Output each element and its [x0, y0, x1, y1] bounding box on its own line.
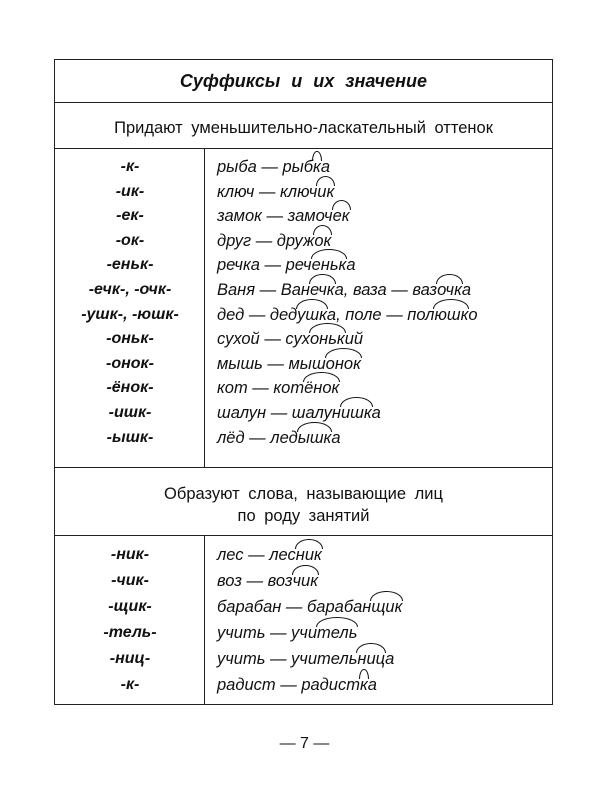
example-text: а: [371, 404, 381, 422]
section-heading-2-line1: Образуют слова, называющие лиц: [164, 485, 443, 503]
suffix-arc-mark: оньк: [309, 330, 345, 349]
suffix-example: [217, 546, 322, 565]
suffix-label: -ёнок-: [106, 379, 154, 397]
suffix-arc-mark: щик: [371, 598, 403, 616]
section-heading-2: [55, 483, 552, 527]
suffix-example: [217, 624, 357, 643]
suffix-example: [217, 207, 350, 226]
suffix-label: -еньк-: [106, 256, 154, 274]
suffix-label: -ик-: [115, 182, 145, 200]
suffix-arc-mark: ёнок: [304, 379, 340, 398]
suffix-label: -щик-: [108, 598, 152, 615]
section-heading-2-line2: по роду занятий: [237, 507, 370, 525]
suffix-label: -к-: [120, 158, 140, 175]
suffix-label: -ушк-, -юшк-: [81, 305, 179, 323]
suffix-example: [217, 330, 363, 349]
suffix-arc-mark: тель: [317, 624, 358, 642]
example-text: лес — лес: [217, 546, 296, 564]
table-title: Суффиксы и их значение: [179, 71, 428, 91]
suffix-example: [217, 281, 471, 300]
suffix-label: -чик-: [111, 572, 149, 589]
suffix-arc-mark: ниц: [357, 650, 386, 668]
example-text: дед — дед: [217, 305, 298, 324]
suffix-label: -тель-: [103, 624, 157, 641]
example-text: ий: [344, 330, 364, 349]
example-text: учить — учи: [217, 624, 318, 642]
suffix-label: -ишк-: [108, 404, 152, 421]
suffix-arc-mark: к: [359, 676, 368, 694]
suffix-arc-mark: к: [313, 158, 321, 176]
example-text: сухой — сух: [217, 330, 310, 349]
suffix-label: -ышк-: [106, 428, 154, 446]
example-text: а, поле — пол: [326, 305, 435, 324]
suffix-arc-mark: онок: [325, 354, 361, 373]
suffix-example: [217, 650, 394, 669]
example-text: Ваня — Ван: [217, 281, 311, 299]
example-text: кот — кот: [217, 379, 305, 398]
example-text: замок — замоч: [217, 207, 333, 226]
suffix-example: [217, 404, 381, 423]
example-text: лёд — лед: [217, 428, 298, 447]
suffix-arc-mark: ечк: [310, 281, 335, 299]
suffix-example: [217, 306, 478, 325]
example-text: радист — радист: [217, 676, 360, 694]
example-text: учить — учитель: [217, 650, 358, 668]
example-text: речка — реч: [217, 256, 312, 275]
suffix-example: [217, 158, 330, 177]
suffix-example: [217, 572, 318, 591]
suffix-label: -к-: [120, 676, 140, 693]
divider: [55, 148, 552, 149]
example-text: а: [385, 650, 395, 668]
example-text: а: [331, 428, 341, 447]
suffix-arc-mark: ок: [314, 231, 332, 250]
example-text: рыба — рыб: [217, 158, 314, 176]
suffix-example: [217, 355, 361, 374]
example-text: мышь — мыш: [217, 354, 326, 373]
divider: [55, 467, 552, 468]
suffix-arc-mark: ик: [317, 182, 335, 201]
example-text: а: [367, 676, 377, 694]
suffix-label: -ник-: [110, 546, 150, 563]
example-text: друг — друж: [217, 231, 315, 250]
suffix-arc-mark: юшк: [434, 305, 469, 324]
suffix-arc-mark: очк: [437, 281, 462, 299]
suffix-arc-mark: ушк: [297, 305, 327, 324]
example-text: ключ — ключ: [217, 182, 318, 201]
example-text: а, ваза — ваз: [334, 281, 438, 299]
suffix-example: [217, 232, 331, 251]
suffix-label: -ок-: [115, 231, 145, 249]
example-text: а: [346, 256, 356, 275]
example-text: воз — воз: [217, 572, 293, 590]
suffix-arc-mark: ишк: [340, 404, 372, 422]
suffix-arc-mark: еньк: [311, 256, 347, 275]
suffix-arc-mark: чик: [292, 572, 319, 590]
suffix-arc-mark: ышк: [297, 428, 332, 447]
suffix-example: [217, 598, 402, 617]
example-text: а: [320, 158, 331, 176]
suffix-example: [217, 183, 334, 202]
example-text: а: [461, 281, 472, 299]
example-text: шалун — шалун: [217, 404, 341, 422]
suffix-example: [217, 379, 339, 398]
section-heading-1: Придают уменьшительно-ласкательный оттенок: [114, 119, 493, 137]
example-text: барабан — барабан: [217, 598, 372, 616]
example-text: о: [468, 305, 478, 324]
divider: [55, 102, 552, 103]
suffix-label: -онок-: [106, 354, 154, 372]
divider: [55, 535, 552, 536]
suffix-example: [217, 429, 341, 448]
suffix-table: [54, 59, 553, 705]
suffix-label: -ниц-: [109, 650, 151, 667]
suffix-label: -ечк-, -очк-: [88, 281, 172, 298]
suffix-example: [217, 676, 377, 695]
suffix-label: -оньк-: [106, 330, 154, 348]
suffix-arc-mark: ек: [332, 207, 350, 226]
suffix-example: [217, 256, 356, 275]
page-number: — 7 —: [279, 735, 330, 752]
suffix-arc-mark: ник: [295, 546, 322, 564]
suffix-label: -ек-: [116, 207, 144, 225]
